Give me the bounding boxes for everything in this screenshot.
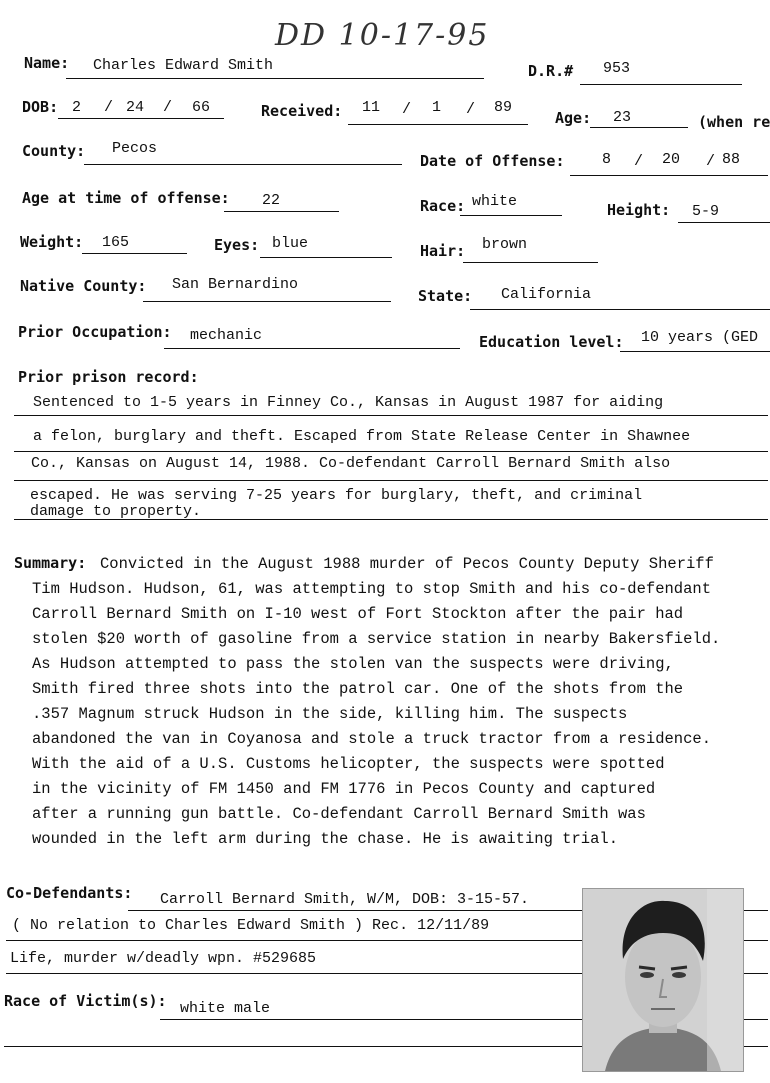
prior-record-rule-4 — [14, 519, 768, 520]
age-underline — [590, 127, 688, 128]
received-year: 89 — [494, 99, 513, 116]
prior-record-rule-1 — [14, 415, 768, 416]
summary-line-2: Tim Hudson. Hudson, 61, was attempting to stop Smith and his co-defendant — [32, 580, 712, 598]
summary-line-7: .357 Magnum struck Hudson in the side, killing him. The suspects — [32, 705, 628, 723]
age-label: Age: — [555, 109, 592, 127]
codefendants-line-1: Carroll Bernard Smith, W/M, DOB: 3-15-57. — [160, 891, 530, 908]
prior-record-line-4: escaped. He was serving 7-25 years for burglary, theft, and criminal — [30, 487, 643, 504]
education-value: 10 years (GED — [641, 329, 759, 346]
native-county-label: Native County: — [20, 277, 147, 295]
dr-value: 953 — [603, 60, 631, 77]
state-underline — [470, 309, 770, 310]
codefendants-label: Co-Defendants: — [6, 884, 133, 902]
victim-race-value: white male — [180, 1000, 271, 1017]
mugshot-image — [583, 889, 743, 1071]
received-underline — [348, 124, 528, 125]
dob-month: 2 — [72, 99, 82, 116]
summary-label: Summary: — [14, 554, 87, 572]
summary-line-12: wounded in the left arm during the chase. He is awaiting trial. — [32, 830, 618, 848]
prior-record-line-3: Co., Kansas on August 14, 1988. Co-defendant Carroll Bernard Smith also — [31, 455, 671, 472]
race-value: white — [472, 193, 518, 210]
prior-record-line-1: Sentenced to 1-5 years in Finney Co., Kansas in August 1987 for aiding — [33, 394, 664, 411]
summary-line-3: Carroll Bernard Smith on I-10 west of Fort Stockton after the pair had — [32, 605, 684, 623]
offense-year: 88 — [722, 151, 741, 168]
dob-underline — [58, 118, 224, 119]
victim-race-label: Race of Victim(s): — [4, 992, 167, 1010]
summary-line-6: Smith fired three shots into the patrol car. One of the shots from the — [32, 680, 684, 698]
received-day: 1 — [432, 99, 442, 116]
name-underline — [66, 78, 484, 79]
name-label: Name: — [24, 54, 70, 72]
weight-underline — [82, 253, 187, 254]
prior-record-rule-2 — [14, 451, 768, 452]
offense-month: 8 — [602, 151, 612, 168]
height-underline — [678, 222, 770, 223]
inmate-photo — [582, 888, 744, 1072]
summary-line-10: in the vicinity of FM 1450 and FM 1776 in Pecos County and captured — [32, 780, 656, 798]
prior-record-line-5: damage to property. — [30, 503, 202, 520]
weight-value: 165 — [102, 234, 130, 251]
age-at-offense-value: 22 — [262, 192, 281, 209]
age-note: (when re — [698, 113, 770, 131]
age-at-offense-label: Age at time of offense: — [22, 189, 230, 207]
summary-line-9: With the aid of a U.S. Customs helicopter, the suspects were spotted — [32, 755, 665, 773]
eyes-value: blue — [272, 235, 309, 252]
prior-occupation-label: Prior Occupation: — [18, 323, 172, 341]
prior-occupation-underline — [164, 348, 460, 349]
received-month: 11 — [362, 99, 381, 116]
dob-label: DOB: — [22, 98, 59, 116]
county-label: County: — [22, 142, 86, 160]
eyes-label: Eyes: — [214, 236, 260, 254]
education-label: Education level: — [479, 333, 624, 351]
dr-underline — [580, 84, 742, 85]
hair-label: Hair: — [420, 242, 466, 260]
summary-line-5: As Hudson attempted to pass the stolen van the suspects were driving, — [32, 655, 674, 673]
native-county-underline — [143, 301, 391, 302]
prior-record-label: Prior prison record: — [18, 368, 199, 386]
prior-record-rule-3 — [14, 480, 768, 481]
age-value: 23 — [613, 109, 632, 126]
prior-record-line-2: a felon, burglary and theft. Escaped from State Release Center in Shawnee — [33, 428, 691, 445]
state-label: State: — [418, 287, 473, 305]
hair-underline — [463, 262, 598, 263]
weight-label: Weight: — [20, 233, 84, 251]
race-underline — [460, 215, 562, 216]
dob-year: 66 — [192, 99, 211, 116]
age-at-offense-underline — [224, 211, 339, 212]
received-label: Received: — [261, 102, 343, 120]
summary-line-1: Convicted in the August 1988 murder of Pecos County Deputy Sheriff — [100, 555, 714, 573]
dob-day: 24 — [126, 99, 145, 116]
county-underline — [84, 164, 402, 165]
summary-line-4: stolen $20 worth of gasoline from a service station in nearby Bakersfield. — [32, 630, 721, 648]
dr-label: D.R.# — [528, 62, 574, 80]
handwritten-date-note: DD 10-17-95 — [275, 18, 490, 53]
name-value: Charles Edward Smith — [93, 57, 274, 74]
hair-value: brown — [482, 236, 528, 253]
education-underline — [620, 351, 770, 352]
offense-underline — [570, 175, 768, 176]
race-label: Race: — [420, 197, 466, 215]
summary-line-11: after a running gun battle. Co-defendant Carroll Bernard Smith was — [32, 805, 646, 823]
native-county-value: San Bernardino — [172, 276, 299, 293]
summary-line-8: abandoned the van in Coyanosa and stole a truck tractor from a residence. — [32, 730, 712, 748]
codefendants-line-2: ( No relation to Charles Edward Smith ) Rec. 12/11/89 — [12, 917, 490, 934]
height-label: Height: — [607, 201, 671, 219]
county-value: Pecos — [112, 140, 158, 157]
offense-day: 20 — [662, 151, 681, 168]
eyes-underline — [260, 257, 392, 258]
date-of-offense-label: Date of Offense: — [420, 152, 565, 170]
state-value: California — [501, 286, 592, 303]
height-value: 5-9 — [692, 203, 720, 220]
codefendants-line-3: Life, murder w/deadly wpn. #529685 — [10, 950, 317, 967]
prior-occupation-value: mechanic — [190, 327, 263, 344]
